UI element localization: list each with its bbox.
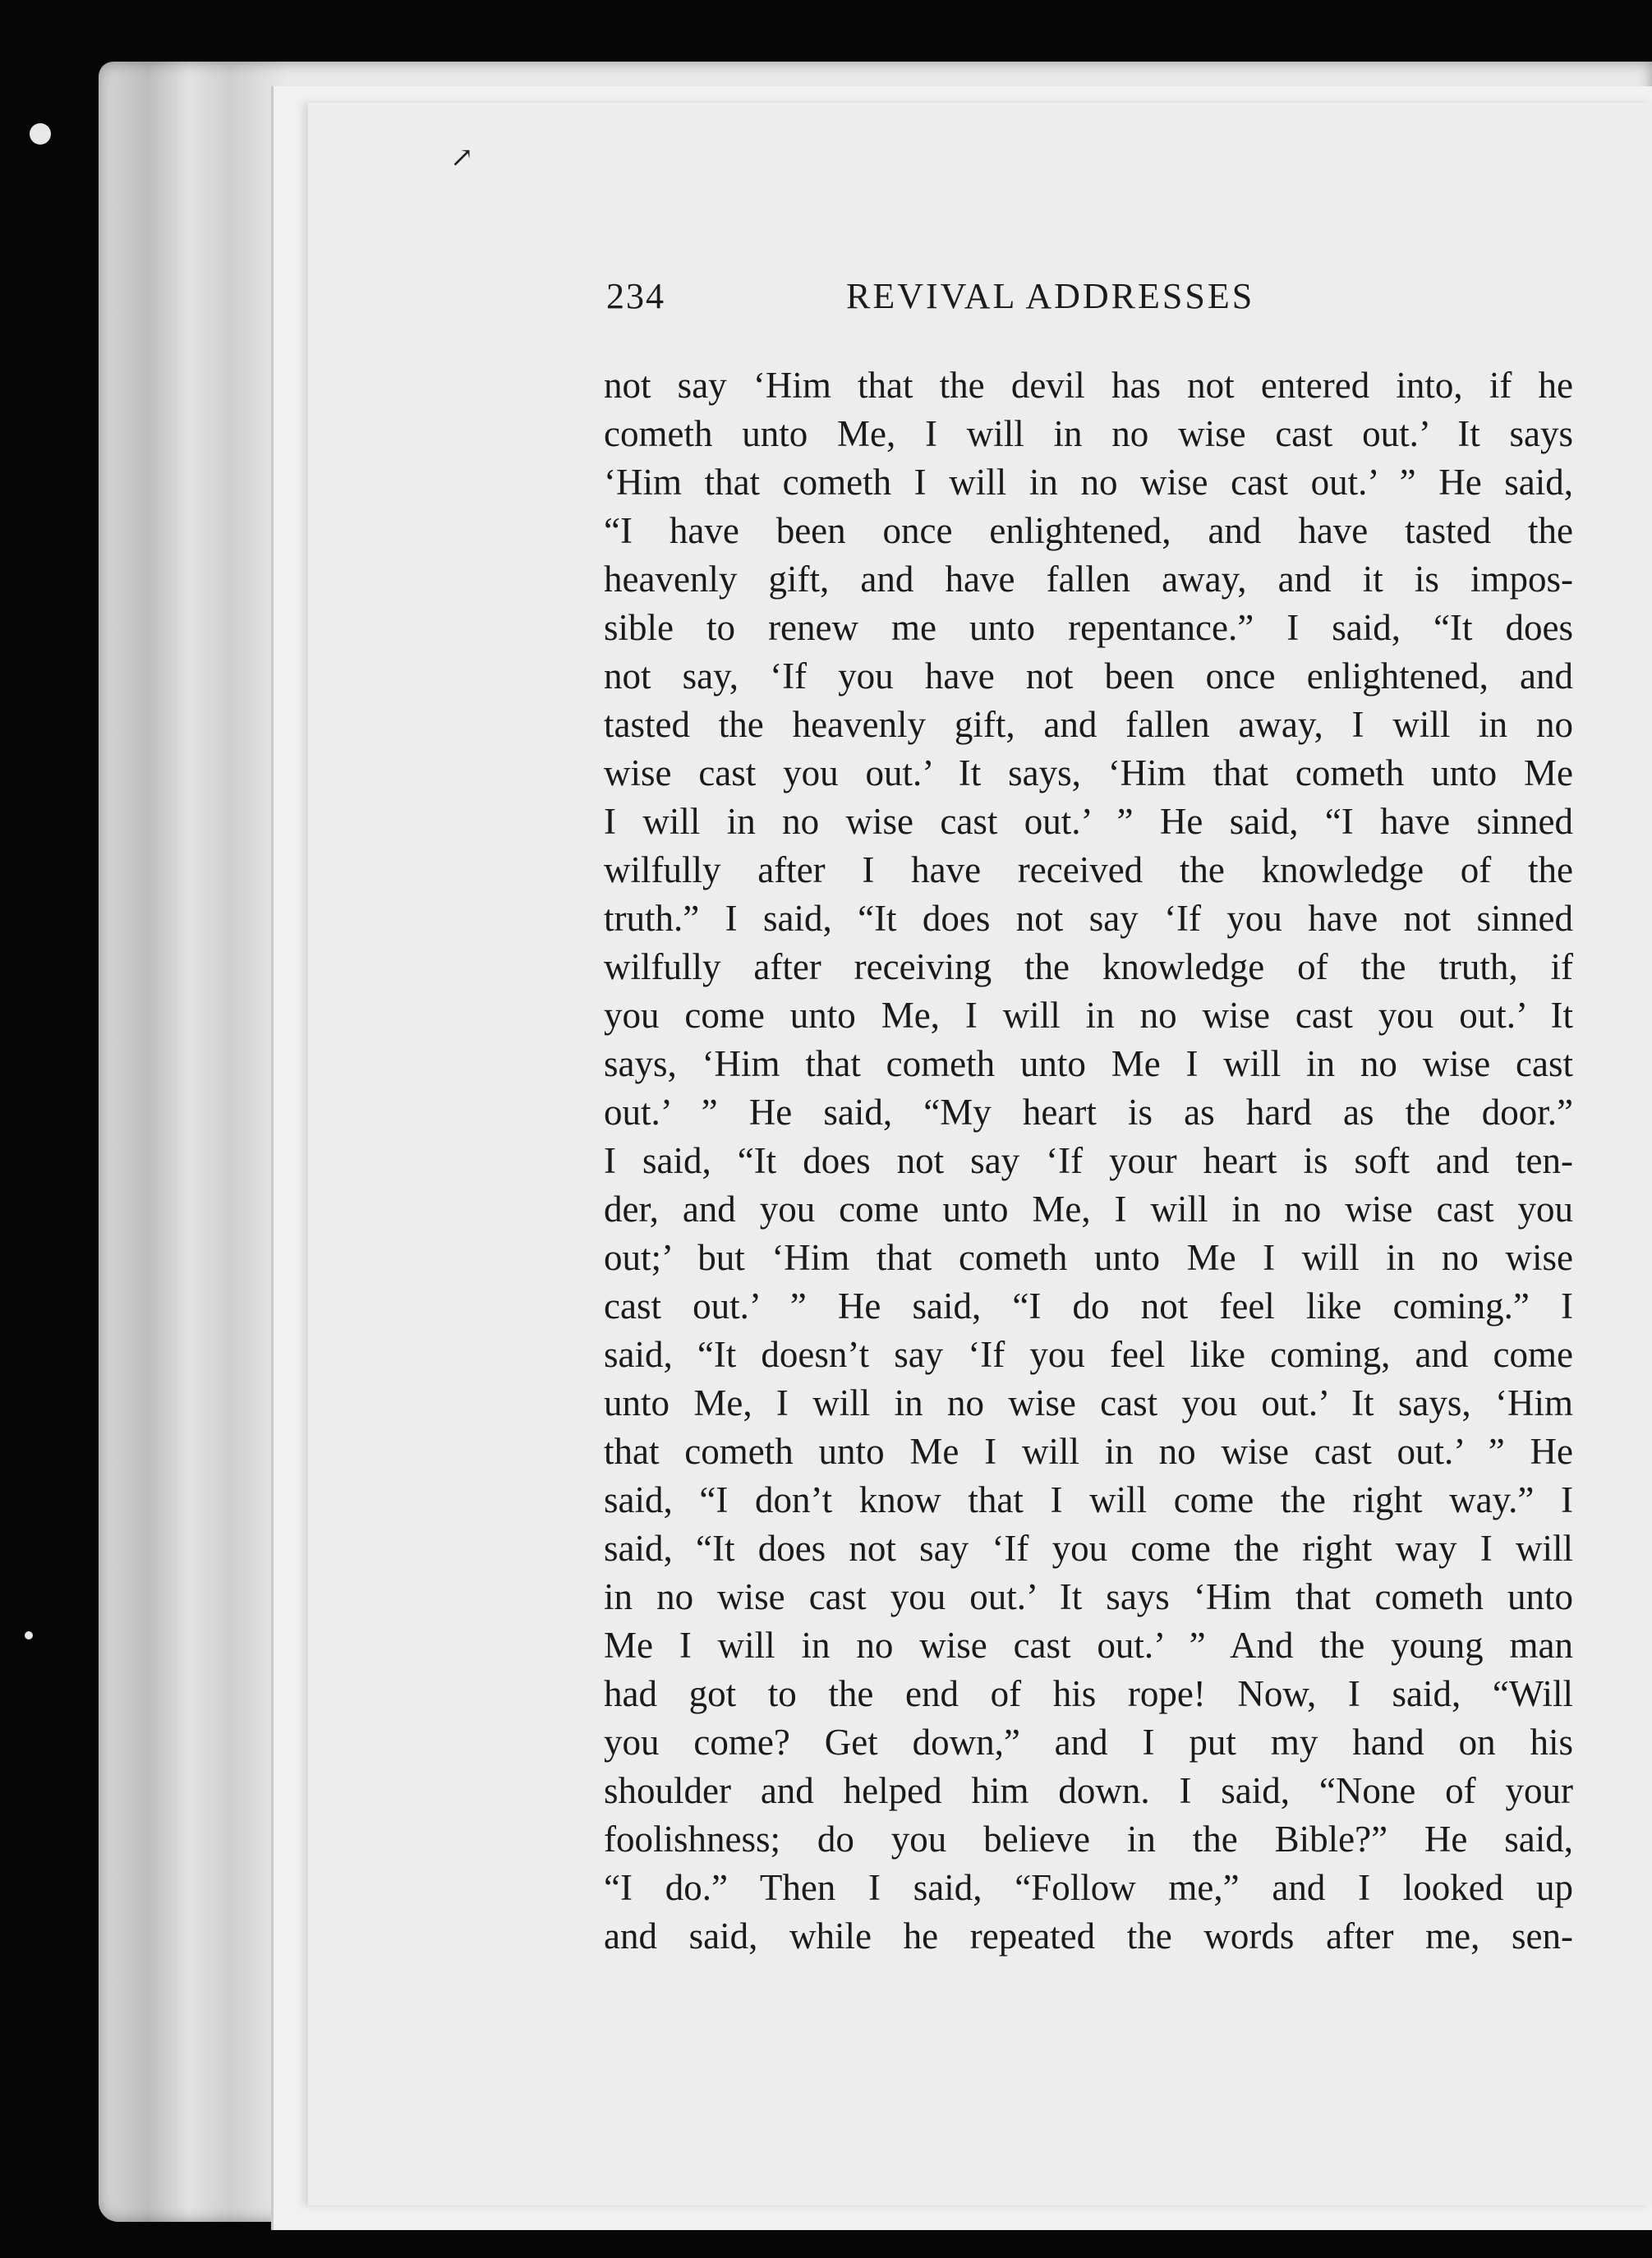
- text-line: you come unto Me, I will in no wise cast you out.’ It: [604, 995, 1573, 1036]
- scan-speck: [30, 123, 51, 145]
- text-line: sible to renew me unto repentance.” I said, “It does: [604, 607, 1573, 648]
- text-line: unto Me, I will in no wise cast you out.’ It says, ‘Him: [604, 1382, 1573, 1423]
- text-line: wise cast you out.’ It says, ‘Him that cometh unto Me: [604, 752, 1573, 793]
- text-line: ‘Him that cometh I will in no wise cast out.’ ” He said,: [604, 462, 1573, 503]
- text-line: out.’ ” He said, “My heart is as hard as the door.”: [604, 1092, 1573, 1133]
- text-line: said, “I don’t know that I will come the right way.” I: [604, 1479, 1573, 1520]
- text-line: tasted the heavenly gift, and fallen away, I will in no: [604, 704, 1573, 745]
- text-line: cometh unto Me, I will in no wise cast out.’ It says: [604, 413, 1573, 454]
- text-line: wilfully after receiving the knowledge of the truth, if: [604, 946, 1573, 987]
- text-line: shoulder and helped him down. I said, “None of your: [604, 1770, 1573, 1811]
- text-line: wilfully after I have received the knowledge of the: [604, 849, 1573, 890]
- text-line: foolishness; do you believe in the Bible?” He said,: [604, 1819, 1573, 1860]
- running-head: REVIVAL ADDRESSES: [846, 276, 1255, 316]
- text-line: and said, while he repeated the words after me, sen-: [604, 1915, 1573, 1957]
- text-line: that cometh unto Me I will in no wise cast out.’ ” He: [604, 1431, 1573, 1472]
- text-line: had got to the end of his rope! Now, I said, “Will: [604, 1673, 1573, 1714]
- body-text: [604, 361, 1573, 1961]
- text-line: out;’ but ‘Him that cometh unto Me I will in no wise: [604, 1237, 1573, 1278]
- text-line: I said, “It does not say ‘If your heart is soft and ten-: [604, 1140, 1573, 1181]
- text-line: cast out.’ ” He said, “I do not feel like coming.” I: [604, 1285, 1573, 1327]
- text-line: says, ‘Him that cometh unto Me I will in no wise cast: [604, 1043, 1573, 1084]
- text-line: Me I will in no wise cast out.’ ” And the young man: [604, 1625, 1573, 1666]
- text-line: “I have been once enlightened, and have tasted the: [604, 510, 1573, 551]
- scan-speck: [25, 1631, 33, 1639]
- text-line: truth.” I said, “It does not say ‘If you have not sinned: [604, 898, 1573, 939]
- page-number: 234: [606, 276, 665, 316]
- text-line: in no wise cast you out.’ It says ‘Him that cometh unto: [604, 1576, 1573, 1617]
- page-header: [606, 275, 1571, 324]
- text-line: you come? Get down,” and I put my hand on his: [604, 1722, 1573, 1763]
- text-line: “I do.” Then I said, “Follow me,” and I looked up: [604, 1867, 1573, 1908]
- text-line: heavenly gift, and have fallen away, and it is impos-: [604, 559, 1573, 600]
- margin-mark: ↗: [450, 143, 474, 173]
- text-line: said, “It does not say ‘If you come the right way I will: [604, 1528, 1573, 1569]
- text-line: I will in no wise cast out.’ ” He said, “I have sinned: [604, 801, 1573, 842]
- text-line: der, and you come unto Me, I will in no wise cast you: [604, 1189, 1573, 1230]
- text-line: not say, ‘If you have not been once enlightened, and: [604, 655, 1573, 697]
- text-line: said, “It doesn’t say ‘If you feel like coming, and come: [604, 1334, 1573, 1375]
- text-line: not say ‘Him that the devil has not entered into, if he: [604, 365, 1573, 406]
